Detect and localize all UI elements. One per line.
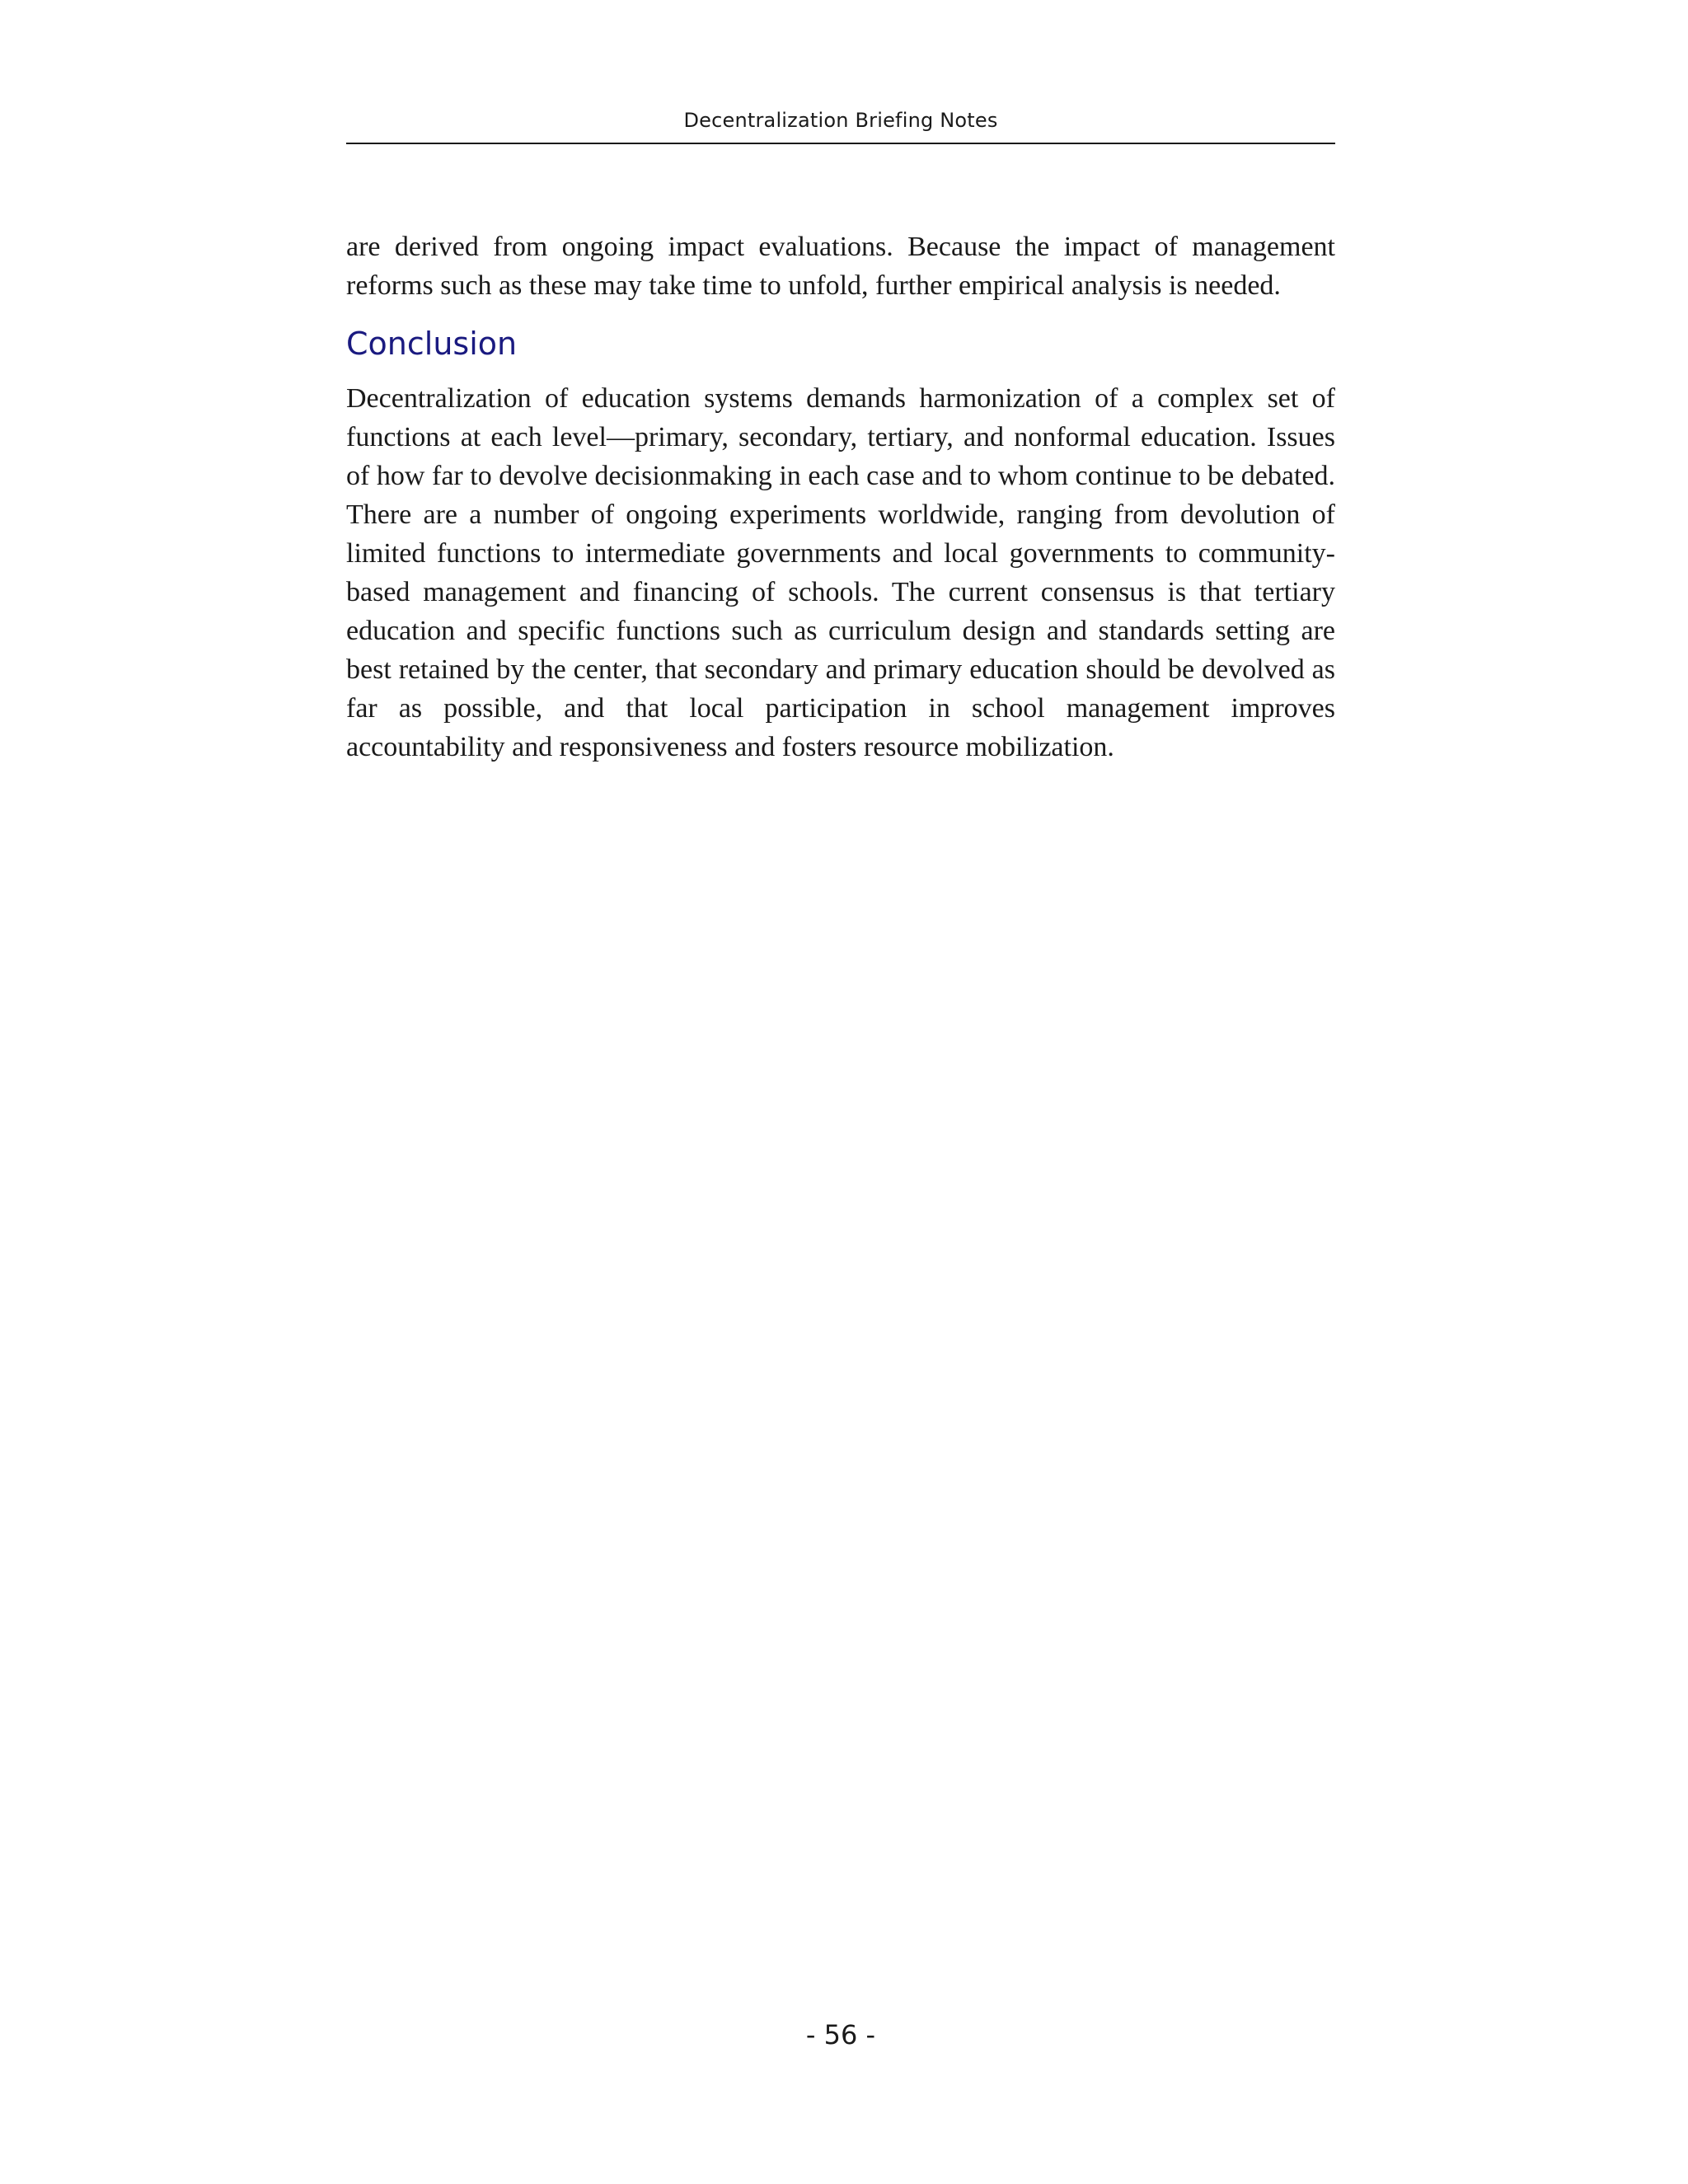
main-content <box>346 227 1335 766</box>
running-header: Decentralization Briefing Notes <box>683 109 998 132</box>
header-rule <box>346 143 1335 144</box>
section-heading: Conclusion <box>346 326 518 362</box>
intro-paragraph: are derived from ongoing impact evaluations. Because the impact of management reforms such as these may take time to unfold, further empirical analysis is needed. <box>346 232 1335 301</box>
page-number: - 56 - <box>805 2019 876 2050</box>
conclusion-paragraph: Decentralization of education systems demands harmonization of a complex set of functions at each level—primary, secondary, tertiary, and nonformal education. Issues of how far to devolve decisionmaking in each case and to whom continue to be debated. There are a number of ongoing experiments worldwide, ranging from devolution of limited functions to intermediate governments and local governments to community-based management and financing of schools. The current consensus is that tertiary education and specific functions such as curriculum design and standards setting are best retained by the center, that secondary and primary education should be devolved as far as possible, and that local participation in school management improves accountability and responsiveness and fosters resource mobilization. <box>346 383 1335 762</box>
